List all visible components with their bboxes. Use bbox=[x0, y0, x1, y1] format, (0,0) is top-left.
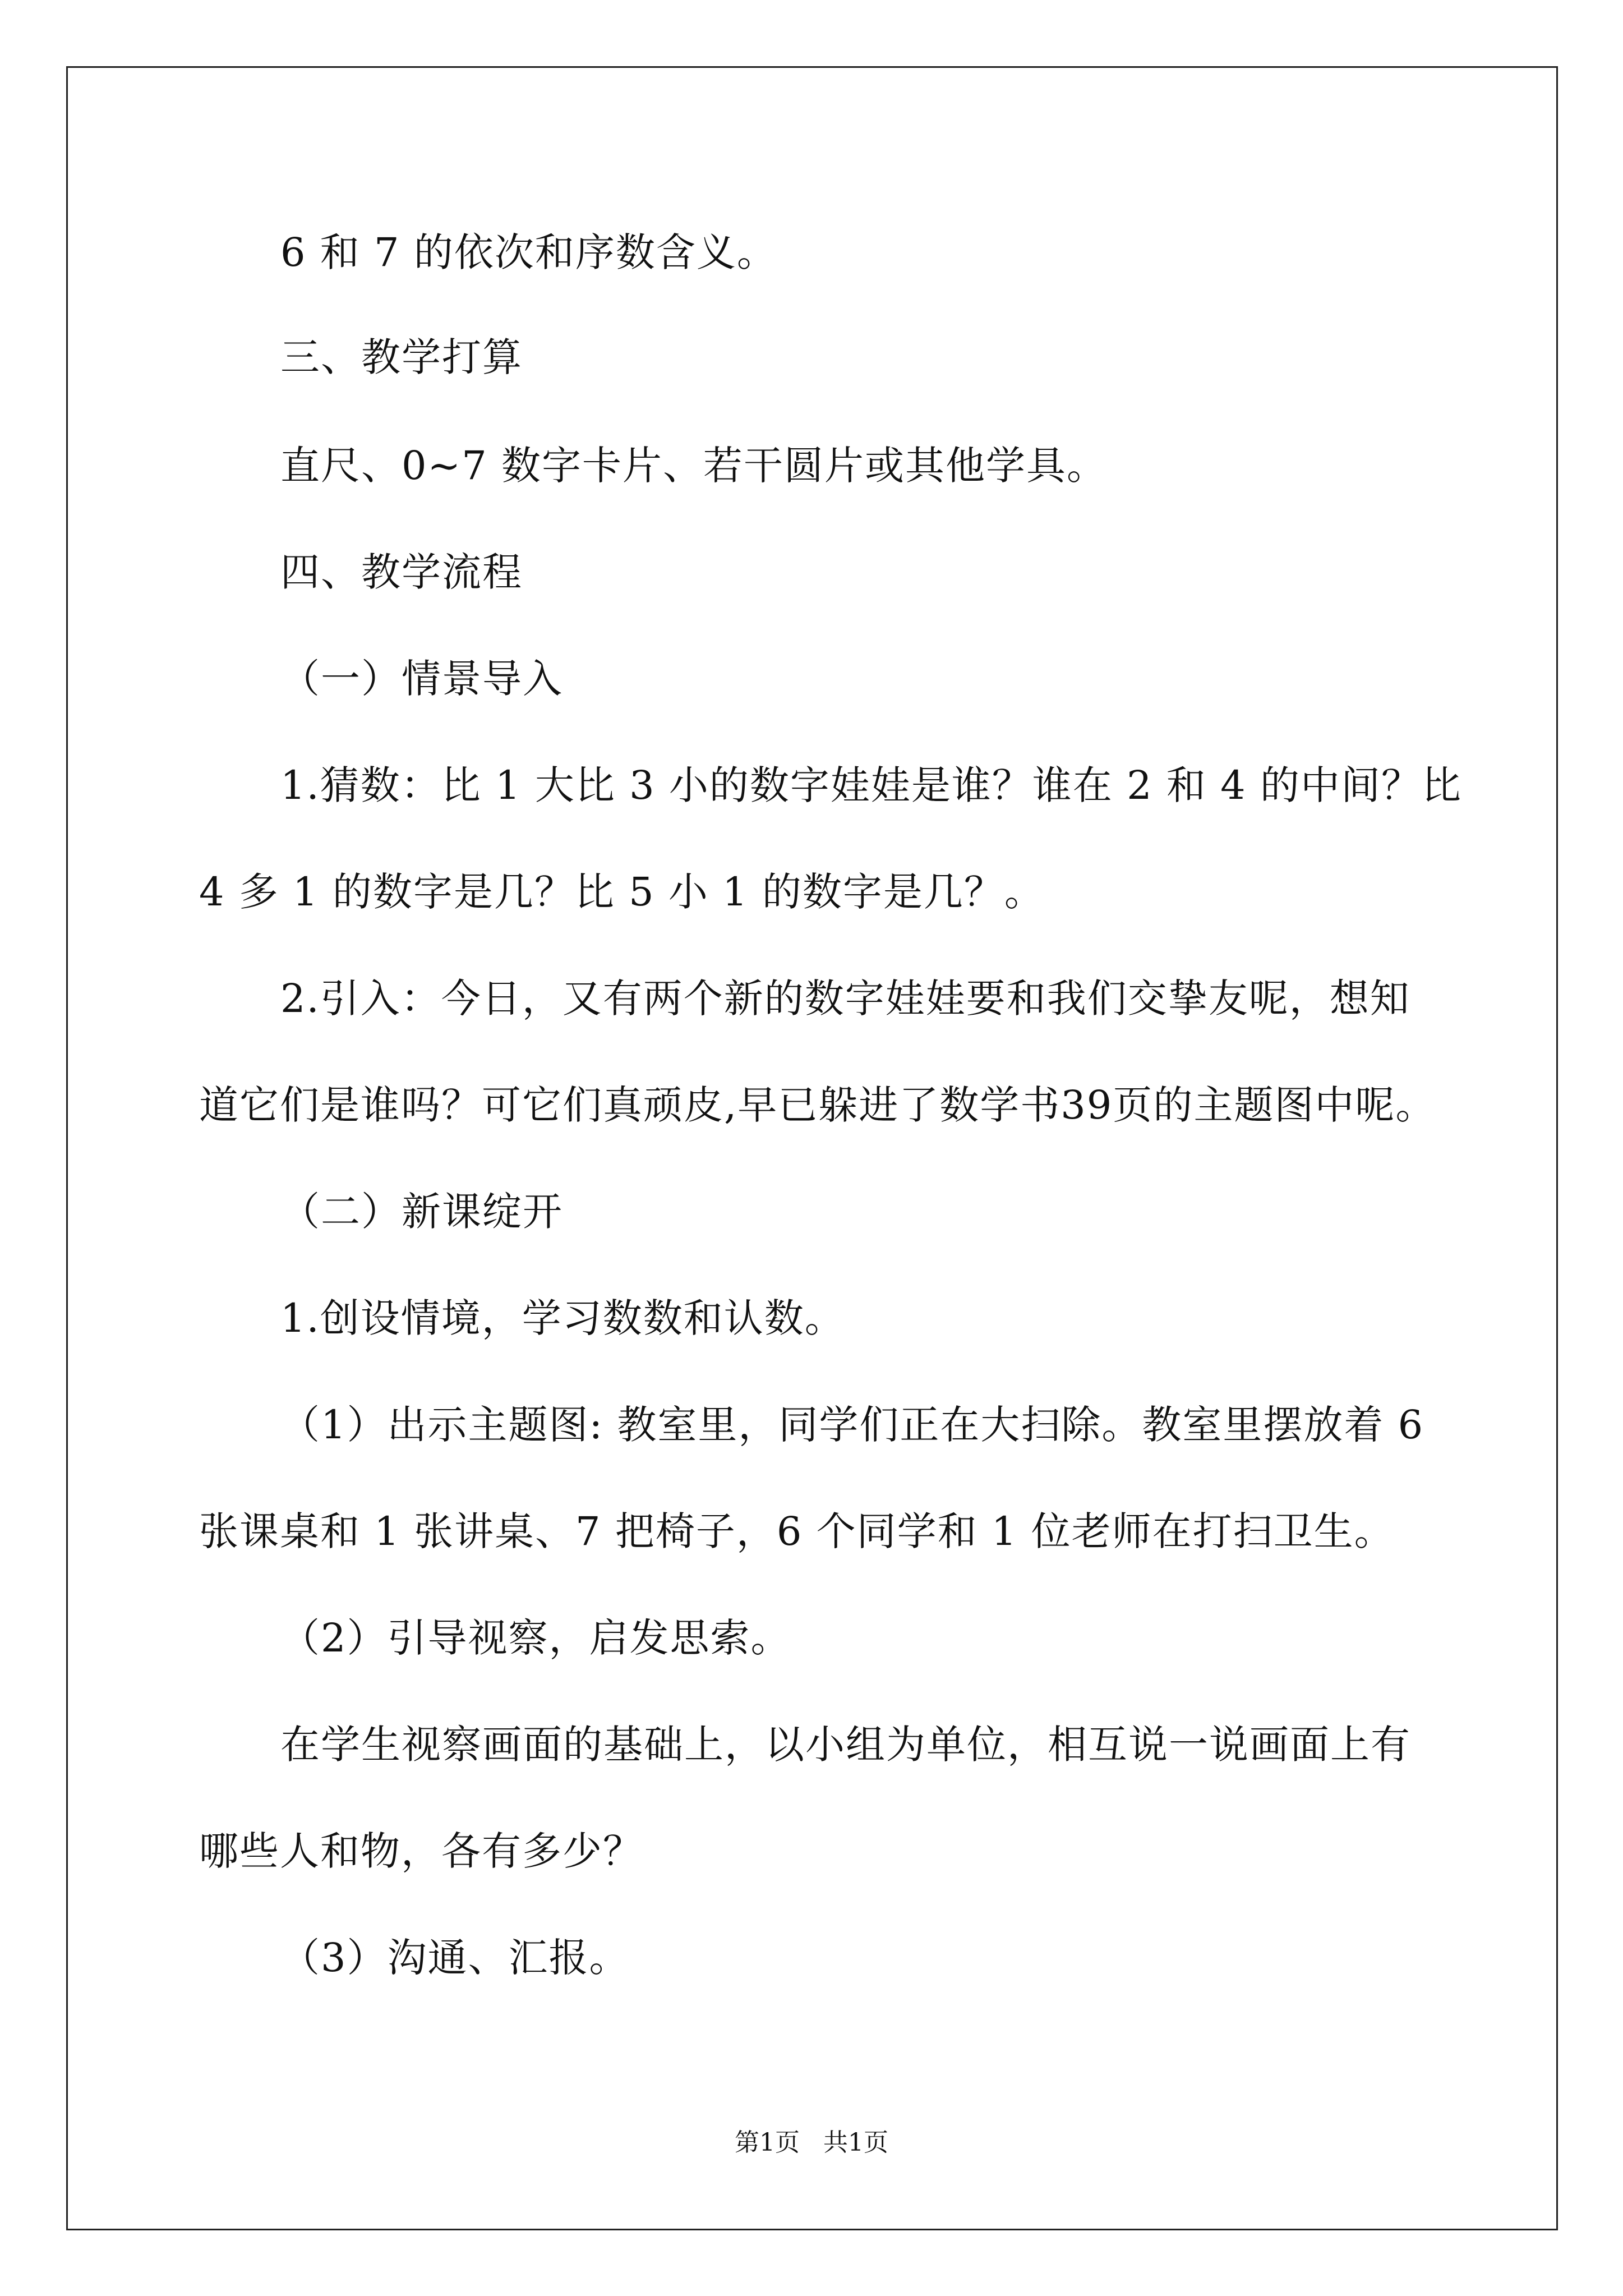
text-line-materials: 直尺、0~7 数字卡片、若干圆片或其他学具。 bbox=[280, 443, 1107, 489]
subsection-heading-2: （二）新课绽开 bbox=[280, 1189, 563, 1235]
text-line-situation: 1.创设情境，学习数数和认数。 bbox=[280, 1295, 845, 1341]
text-line-theme-1: （1）出示主题图: 教室里，同学们正在大扫除。教室里摆放着 6 bbox=[280, 1402, 1424, 1448]
page-footer: 第1页 共1页 bbox=[735, 2128, 888, 2157]
text-line-observe: （2）引导视察，启发思索。 bbox=[280, 1615, 791, 1661]
text-line-guess-2: 4 多 1 的数字是几？比 5 小 1 的数字是几？。 bbox=[199, 869, 1045, 915]
subsection-heading-1: （一）情景导入 bbox=[280, 656, 563, 702]
text-line-report: （3）沟通、汇报。 bbox=[280, 1935, 630, 1981]
text-line-intro-1: 2.引入：今日，又有两个新的数字娃娃要和我们交挚友呢，想知 bbox=[280, 976, 1410, 1022]
text-line-intro-2: 道它们是谁吗？可它们真顽皮,早已躲进了数学书39页的主题图中呢。 bbox=[199, 1082, 1436, 1128]
text-line-guess-1: 1.猜数：比 1 大比 3 小的数字娃娃是谁？谁在 2 和 4 的中间？比 bbox=[280, 762, 1462, 808]
section-heading-3: 三、教学打算 bbox=[280, 334, 523, 380]
text-line-group-2: 哪些人和物，各有多少？ bbox=[199, 1828, 643, 1874]
page-border bbox=[66, 66, 1558, 2230]
text-line-group-1: 在学生视察画面的基础上，以小组为单位，相互说一说画面上有 bbox=[280, 1722, 1411, 1768]
text-line-theme-2: 张课桌和 1 张讲桌、7 把椅子，6 个同学和 1 位老师在打扫卫生。 bbox=[199, 1508, 1395, 1554]
section-heading-4: 四、教学流程 bbox=[280, 549, 523, 595]
text-line-1: 6 和 7 的依次和序数含义。 bbox=[280, 229, 777, 275]
